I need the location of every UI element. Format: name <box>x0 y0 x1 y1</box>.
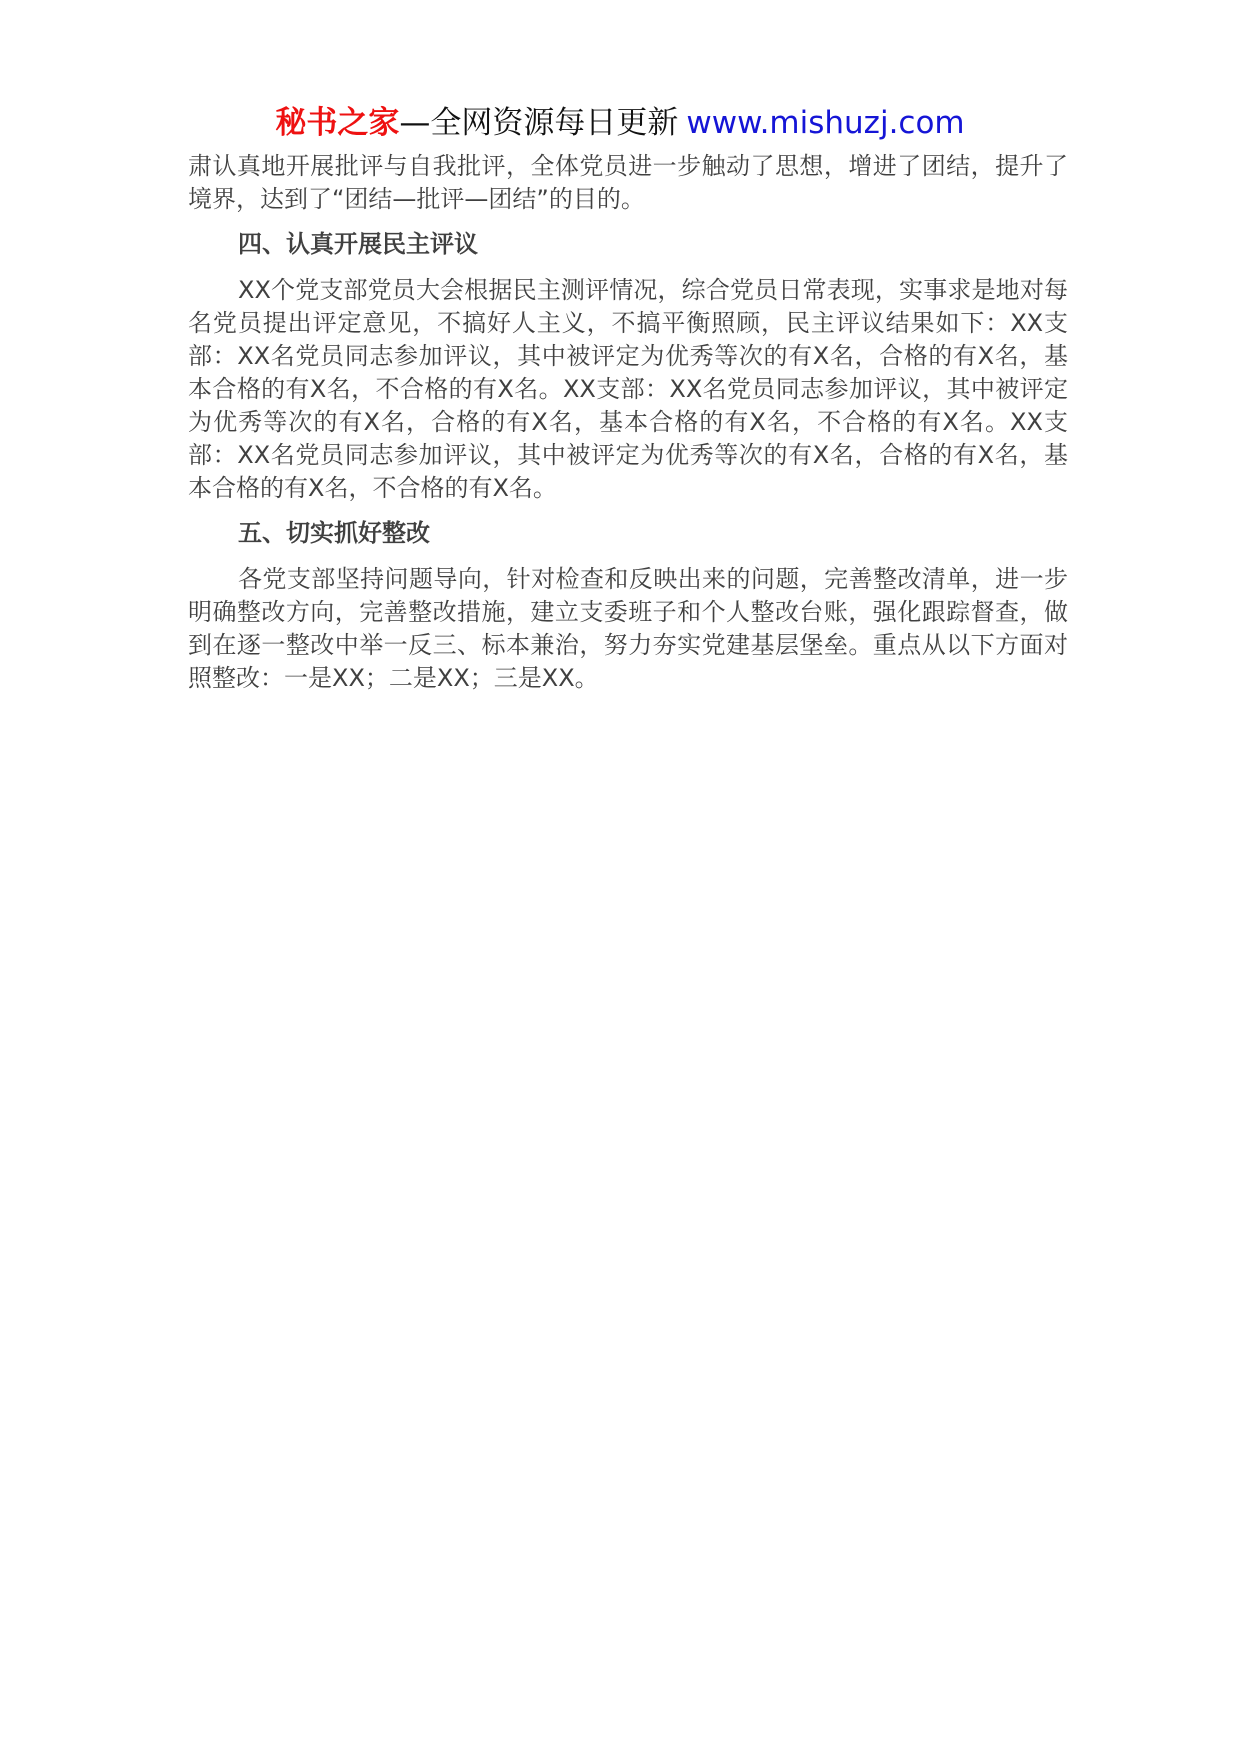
paragraph-rectification: 各党支部坚持问题导向，针对检查和反映出来的问题，完善整改清单，进一步明确整改方向，完善整改措施，建立支委班子和个人整改台账，强化跟踪督查，做到在逐一整改中举一反三、标本兼治，努力夯实党建基层堡垒。重点从以下方面对照整改：一是XX；二是XX；三是XX。 <box>188 565 1068 692</box>
section-heading-4: 四、认真开展民主评议 <box>238 230 478 258</box>
brand-name: 秘书之家 <box>275 105 400 141</box>
paragraph-continued: 肃认真地开展批评与自我批评，全体党员进一步触动了思想，增进了团结，提升了境界，达到了“团结—批评—团结”的目的。 <box>188 152 1068 213</box>
document-body <box>188 150 1068 695</box>
paragraph-democratic-review: XX个党支部党员大会根据民主测评情况，综合党员日常表现，实事求是地对每名党员提出评定意见，不搞好人主义，不搞平衡照顾，民主评议结果如下：XX支部：XX名党员同志参加评议，其中被评定为优秀等次的有X名，合格的有X名，基本合格的有X名，不合格的有X名。XX支部：XX名党员同志参加评议，其中被评定为优秀等次的有X名，合格的有X名，基本合格的有X名，不合格的有X名。XX支部：XX名党员同志参加评议，其中被评定为优秀等次的有X名，合格的有X名，基本合格的有X名，不合格的有X名。 <box>188 276 1068 502</box>
watermark-header <box>0 103 1240 143</box>
site-url-link[interactable]: www.mishuzj.com <box>686 105 965 141</box>
section-heading-5: 五、切实抓好整改 <box>238 519 430 547</box>
header-slogan: —全网资源每日更新 <box>399 105 679 141</box>
